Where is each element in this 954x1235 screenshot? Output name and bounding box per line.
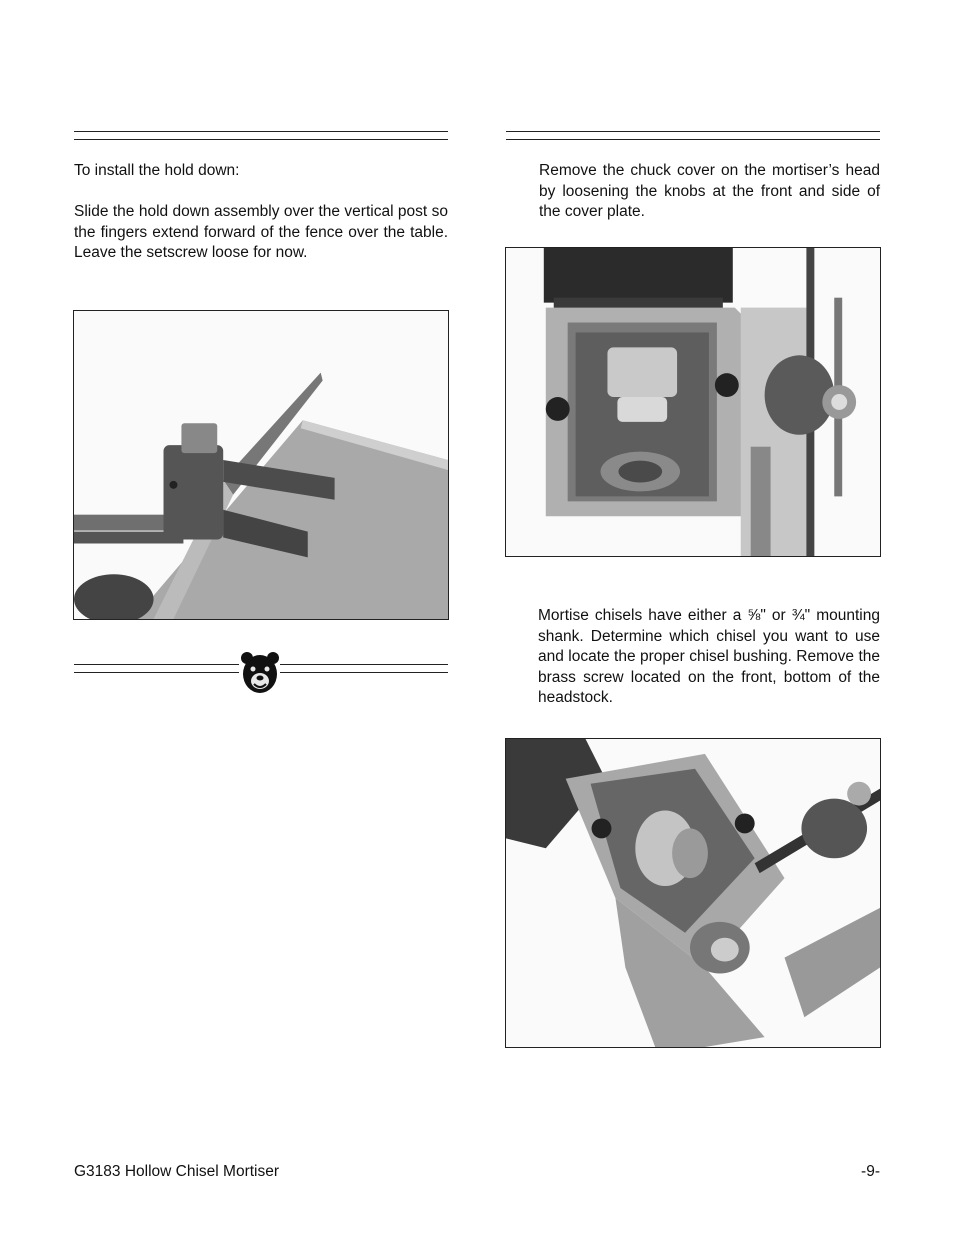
left-intro-text — [74, 161, 448, 182]
hold-down-intro: To install the hold down: — [74, 162, 240, 179]
step2-part3: " mounting shank. Determine which chisel you want to use and locate the proper chisel bushing. Remove the brass screw located on the front, bottom of the headstock. — [538, 607, 880, 706]
footer-page-number: -9- — [861, 1163, 880, 1180]
right-section-rule — [506, 131, 880, 140]
hold-down-step: Slide the hold down assembly over the vertical post so the fingers extend forward of the fence over the table. Leave the setscrew loose for now. — [74, 203, 448, 261]
step2-part1: Mortise chisels have either a — [538, 607, 748, 624]
left-section-rule — [74, 131, 448, 140]
step2-part2: " or — [760, 607, 792, 624]
remove-chuck-cover-step: Remove the chuck cover on the mortiser’s head by loosening the knobs at the front and side of the cover plate. — [539, 162, 880, 220]
footer-title: G3183 Hollow Chisel Mortiser — [74, 1163, 280, 1180]
right-step2-text — [538, 606, 880, 709]
left-step-text — [74, 202, 448, 264]
bear-logo-icon — [237, 649, 283, 695]
headstock-bushing-photo — [505, 738, 881, 1048]
fraction-five-eighths: ⅝ — [747, 607, 761, 624]
fraction-three-quarters: ¾ — [791, 607, 805, 624]
divider-left-line — [74, 664, 239, 673]
right-step1-text — [539, 161, 880, 223]
hold-down-photo — [73, 310, 449, 620]
chisel-bushing-step — [538, 606, 880, 709]
chuck-cover-photo — [505, 247, 881, 557]
divider-right-line — [280, 664, 448, 673]
